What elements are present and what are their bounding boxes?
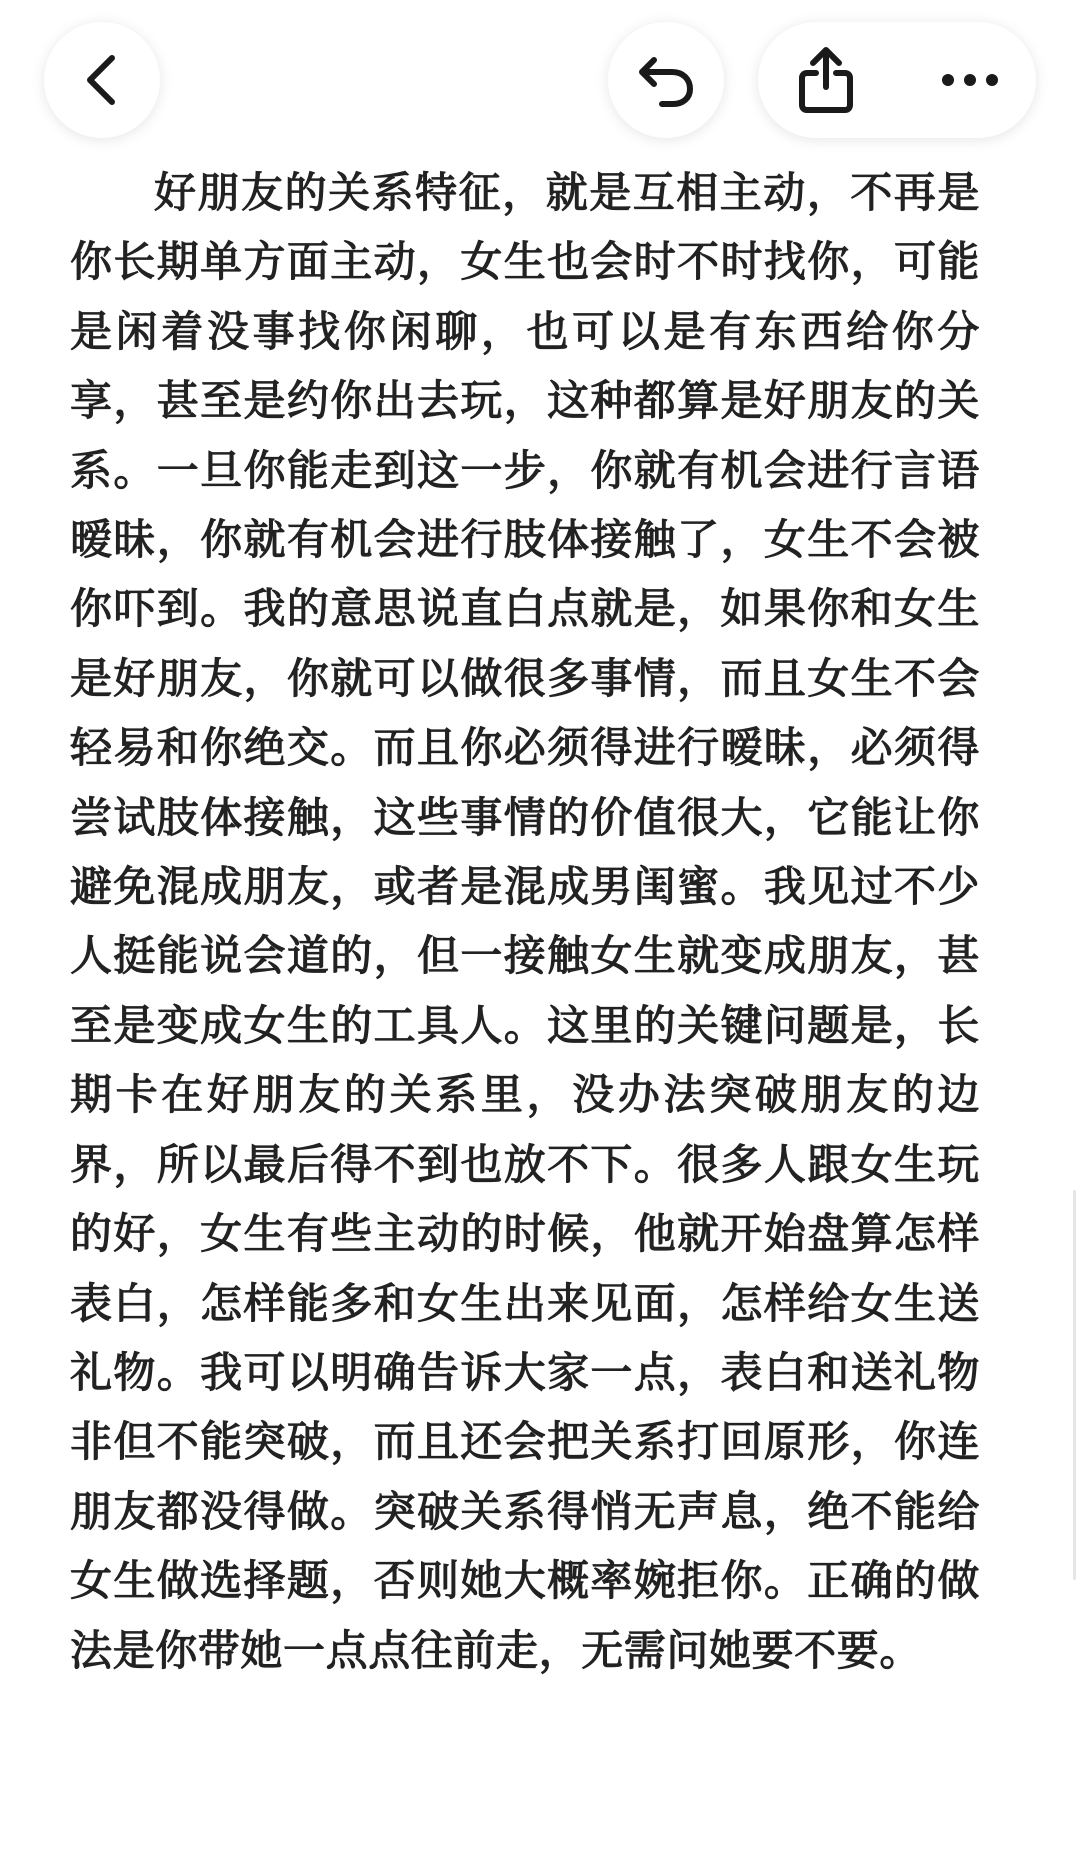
chevron-left-icon <box>82 52 122 108</box>
scrollbar[interactable] <box>1073 1190 1076 1580</box>
article-body: 好朋友的关系特征，就是互相主动，不再是你长期单方面主动，女生也会时不时找你，可能是闲着没事找你闲聊，也可以是有东西给你分享，甚至是约你出去玩，这种都算是好朋友的关系。一旦你能走到这一步，你就有机会进行言语暧昧，你就有机会进行肢体接触了，女生不会被你吓到。我的意思说直白点就是，如果你和女生是好朋友，你就可以做很多事情，而且女生不会轻易和你绝交。而且你必须得进行暧昧，必须得尝试肢体接触，这些事情的价值很大，它能让你避免混成朋友，或者是混成男闺蜜。我见过不少人挺能说会道的，但一接触女生就变成朋友，甚至是变成女生的工具人。这里的关键问题是，长期卡在好朋友的关系里，没办法突破朋友的边界，所以最后得不到也放不下。很多人跟女生玩的好，女生有些主动的时候，他就开始盘算怎样表白，怎样能多和女生出来见面，怎样给女生送礼物。我可以明确告诉大家一点，表白和送礼物非但不能突破，而且还会把关系打回原形，你连朋友都没得做。突破关系得悄无声息，绝不能给女生做选择题，否则她大概率婉拒你。正确的做法是你带她一点点往前走，无需问她要不要。 <box>70 168 980 1675</box>
share-icon[interactable] <box>796 45 856 115</box>
more-dots-icon[interactable] <box>940 72 1000 88</box>
back-button[interactable] <box>44 22 160 138</box>
top-toolbar <box>0 0 1080 160</box>
action-group <box>758 22 1036 138</box>
undo-icon <box>636 52 696 108</box>
undo-button[interactable] <box>608 22 724 138</box>
